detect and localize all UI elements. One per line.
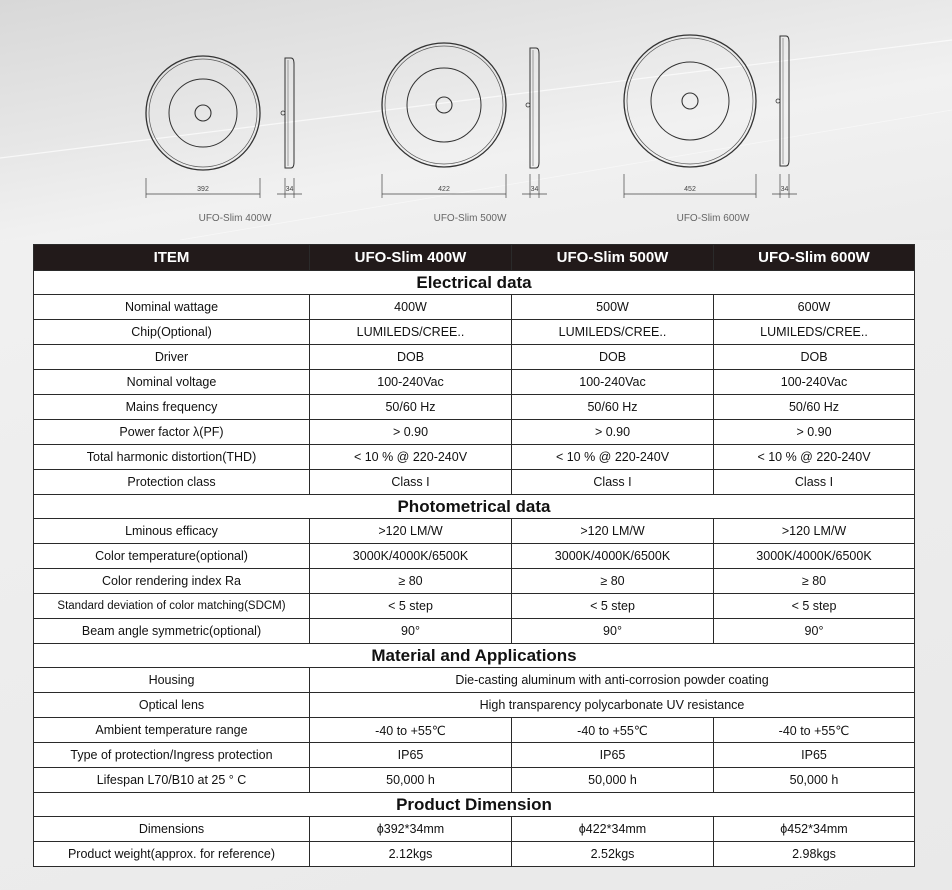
- cell-value: 90°: [714, 619, 915, 644]
- table-row: [34, 345, 915, 370]
- cell-value: LUMILEDS/CREE..: [310, 320, 512, 345]
- row-label: Type of protection/Ingress protection: [34, 743, 310, 768]
- cell-value: > 0.90: [512, 420, 714, 445]
- cell-value: 50,000 h: [714, 768, 915, 793]
- row-label: Ambient temperature range: [34, 718, 310, 743]
- cell-value: IP65: [714, 743, 915, 768]
- cell-value: Class I: [714, 470, 915, 495]
- cell-value: ≥ 80: [714, 569, 915, 594]
- table-row: [34, 768, 915, 793]
- section-heading-row: [34, 271, 915, 295]
- row-label: Chip(Optional): [34, 320, 310, 345]
- dimension-lines: [146, 178, 302, 198]
- cell-value: IP65: [310, 743, 512, 768]
- cell-value: > 0.90: [310, 420, 512, 445]
- cell-value: 3000K/4000K/6500K: [714, 544, 915, 569]
- row-label: Color rendering index Ra: [34, 569, 310, 594]
- row-label: Nominal wattage: [34, 295, 310, 320]
- section-heading-row: [34, 644, 915, 668]
- cell-value: -40 to +55℃: [310, 718, 512, 743]
- row-label: Protection class: [34, 470, 310, 495]
- table-row: [34, 743, 915, 768]
- section-title: Material and Applications: [34, 644, 915, 668]
- table-row: [34, 668, 915, 693]
- cell-value: 90°: [512, 619, 714, 644]
- row-label: Standard deviation of color matching(SDCM): [34, 594, 310, 619]
- cell-value: 100-240Vac: [714, 370, 915, 395]
- cell-value: 50,000 h: [310, 768, 512, 793]
- row-label: Driver: [34, 345, 310, 370]
- cell-value: > 0.90: [714, 420, 915, 445]
- table-row: [34, 370, 915, 395]
- cell-value: 50/60 Hz: [714, 395, 915, 420]
- row-label: Product weight(approx. for reference): [34, 842, 310, 867]
- dimension-lines: [624, 174, 797, 198]
- table-row: [34, 395, 915, 420]
- product-caption: UFO-Slim 400W: [198, 213, 272, 224]
- cell-value: 2.52kgs: [512, 842, 714, 867]
- cell-value: 500W: [512, 295, 714, 320]
- thickness-label: 34: [530, 186, 539, 193]
- header-cell: UFO-Slim 500W: [512, 245, 714, 271]
- section-title: Electrical data: [34, 271, 915, 295]
- table-row: [34, 420, 915, 445]
- side-view: [776, 36, 789, 166]
- table-row: [34, 519, 915, 544]
- cell-value: < 5 step: [310, 594, 512, 619]
- table-row: [34, 295, 915, 320]
- section-title: Photometrical data: [34, 495, 915, 519]
- cell-value: < 10 % @ 220-240V: [310, 445, 512, 470]
- cell-value: ϕ392*34mm: [310, 817, 512, 842]
- cell-value: < 10 % @ 220-240V: [512, 445, 714, 470]
- section-heading-row: [34, 793, 915, 817]
- side-view: [526, 48, 539, 168]
- cell-value: >120 LM/W: [714, 519, 915, 544]
- table-row: [34, 320, 915, 345]
- front-view: [624, 35, 756, 167]
- cell-value: 600W: [714, 295, 915, 320]
- cell-value: 50/60 Hz: [512, 395, 714, 420]
- row-label: Optical lens: [34, 693, 310, 718]
- side-view: [281, 58, 294, 168]
- cell-value: DOB: [310, 345, 512, 370]
- cell-value: ϕ422*34mm: [512, 817, 714, 842]
- cell-value: < 5 step: [512, 594, 714, 619]
- row-label: Lifespan L70/B10 at 25 ° C: [34, 768, 310, 793]
- front-view: [382, 43, 506, 167]
- row-label: Lminous efficacy: [34, 519, 310, 544]
- row-label: Mains frequency: [34, 395, 310, 420]
- cell-value: ≥ 80: [310, 569, 512, 594]
- cell-value: 2.12kgs: [310, 842, 512, 867]
- thickness-label: 34: [780, 186, 789, 193]
- cell-value: >120 LM/W: [310, 519, 512, 544]
- row-label: Beam angle symmetric(optional): [34, 619, 310, 644]
- cell-value: DOB: [714, 345, 915, 370]
- merged-cell-value: Die-casting aluminum with anti-corrosion powder coating: [310, 668, 915, 693]
- spec-table: [33, 244, 915, 867]
- table-row: [34, 470, 915, 495]
- header-cell: UFO-Slim 600W: [714, 245, 915, 271]
- diameter-label: 392: [197, 186, 209, 193]
- cell-value: 50/60 Hz: [310, 395, 512, 420]
- diameter-label: 422: [438, 186, 450, 193]
- header-cell: ITEM: [34, 245, 310, 271]
- row-label: Nominal voltage: [34, 370, 310, 395]
- table-row: [34, 445, 915, 470]
- diameter-label: 452: [684, 186, 696, 193]
- table-row: [34, 619, 915, 644]
- cell-value: Class I: [512, 470, 714, 495]
- product-drawing-400w: [125, 30, 345, 230]
- product-caption: UFO-Slim 500W: [433, 213, 507, 224]
- product-drawing-600w: [603, 30, 823, 230]
- product-caption: UFO-Slim 600W: [676, 213, 750, 224]
- dimension-lines: [382, 174, 547, 198]
- row-label: Dimensions: [34, 817, 310, 842]
- table-row: [34, 693, 915, 718]
- cell-value: 3000K/4000K/6500K: [512, 544, 714, 569]
- table-row: [34, 718, 915, 743]
- cell-value: >120 LM/W: [512, 519, 714, 544]
- table-row: [34, 842, 915, 867]
- cell-value: < 5 step: [714, 594, 915, 619]
- cell-value: Class I: [310, 470, 512, 495]
- cell-value: ≥ 80: [512, 569, 714, 594]
- section-title: Product Dimension: [34, 793, 915, 817]
- section-heading-row: [34, 495, 915, 519]
- front-view: [146, 56, 260, 170]
- row-label: Color temperature(optional): [34, 544, 310, 569]
- cell-value: 3000K/4000K/6500K: [310, 544, 512, 569]
- cell-value: IP65: [512, 743, 714, 768]
- table-header-row: [34, 245, 915, 271]
- product-drawing-500w: [360, 30, 580, 230]
- cell-value: LUMILEDS/CREE..: [512, 320, 714, 345]
- cell-value: LUMILEDS/CREE..: [714, 320, 915, 345]
- cell-value: -40 to +55℃: [714, 718, 915, 743]
- table-row: [34, 569, 915, 594]
- cell-value: 2.98kgs: [714, 842, 915, 867]
- table-row: [34, 817, 915, 842]
- cell-value: < 10 % @ 220-240V: [714, 445, 915, 470]
- cell-value: ϕ452*34mm: [714, 817, 915, 842]
- thickness-label: 34: [285, 186, 294, 193]
- cell-value: 90°: [310, 619, 512, 644]
- cell-value: 50,000 h: [512, 768, 714, 793]
- table-row: [34, 544, 915, 569]
- cell-value: 100-240Vac: [512, 370, 714, 395]
- row-label: Housing: [34, 668, 310, 693]
- header-cell: UFO-Slim 400W: [310, 245, 512, 271]
- table-row: [34, 594, 915, 619]
- merged-cell-value: High transparency polycarbonate UV resistance: [310, 693, 915, 718]
- cell-value: 400W: [310, 295, 512, 320]
- row-label: Total harmonic distortion(THD): [34, 445, 310, 470]
- cell-value: -40 to +55℃: [512, 718, 714, 743]
- cell-value: 100-240Vac: [310, 370, 512, 395]
- cell-value: DOB: [512, 345, 714, 370]
- row-label: Power factor λ(PF): [34, 420, 310, 445]
